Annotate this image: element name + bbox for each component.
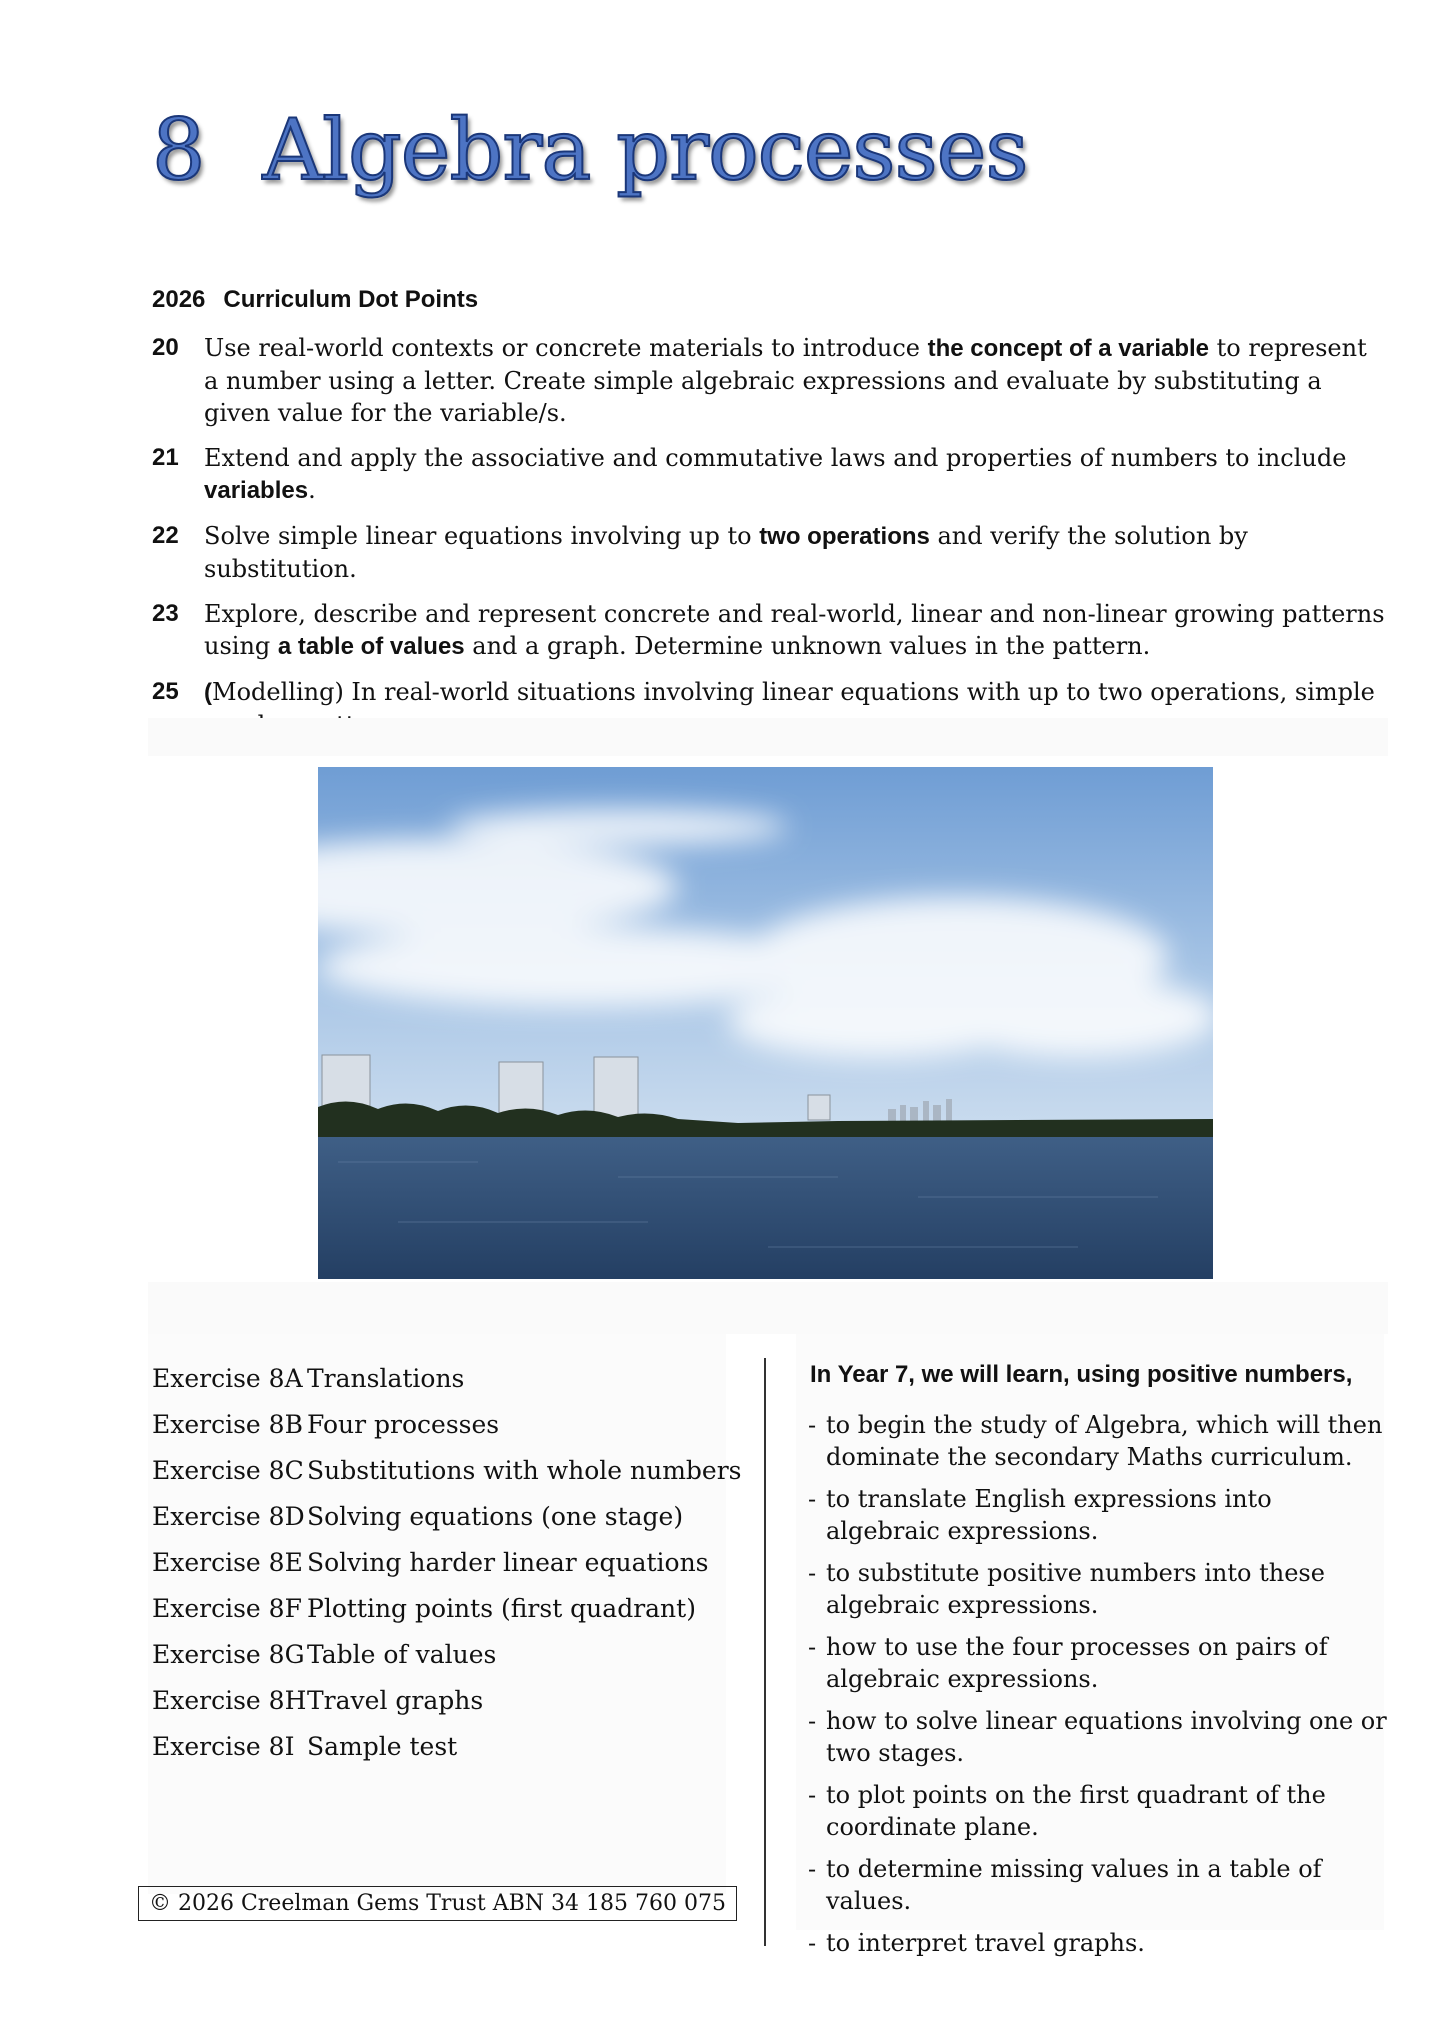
chapter-number: 8: [152, 101, 205, 199]
exercise-topic: Travel graphs: [307, 1686, 484, 1715]
exercise-item: [152, 1402, 742, 1448]
dot-point-text-part: .: [308, 476, 316, 504]
learning-heading: In Year 7, we will learn, using positive numbers,: [810, 1361, 1353, 1388]
exercise-item: [152, 1494, 742, 1540]
exercise-label: Exercise 8A: [152, 1364, 303, 1393]
exercise-topic: Substitutions with whole numbers: [307, 1456, 742, 1485]
exercise-label: Exercise 8H: [152, 1686, 307, 1715]
dot-point-emphasis: (: [204, 679, 212, 706]
exercise-label: Exercise 8C: [152, 1456, 304, 1485]
dot-point-text: [204, 332, 1387, 429]
curriculum-heading-text: Curriculum Dot Points: [223, 286, 479, 313]
copyright-notice: © 2026 Creelman Gems Trust ABN 34 185 760 075: [138, 1886, 737, 1921]
curriculum-dot-points: [152, 332, 1387, 754]
chapter-name: Algebra processes: [262, 101, 1028, 199]
river-skyline-illustration: [318, 767, 1213, 1279]
dot-point-text-part: Extend and apply the associative and commutative laws and properties of numbers to include: [204, 444, 1347, 472]
column-divider: [764, 1358, 766, 1946]
learning-item: - to translate English expressions into algebraic expressions.: [808, 1483, 1388, 1547]
dot-point: [152, 520, 1387, 585]
shaded-band: [148, 1282, 1388, 1334]
dot-point-text-part: Use real-world contexts or concrete materials to introduce: [204, 334, 928, 362]
exercise-topic: Plotting points (first quadrant): [307, 1594, 696, 1623]
learning-item: - to plot points on the first quadrant of the coordinate plane.: [808, 1779, 1388, 1843]
dot-point: [152, 332, 1387, 429]
exercise-list: [152, 1356, 742, 1770]
dot-point-emphasis: variables: [204, 477, 309, 504]
learning-item: - to substitute positive numbers into these algebraic expressions.: [808, 1557, 1388, 1621]
dot-point-number: 25: [152, 678, 179, 705]
dot-point: [152, 598, 1387, 663]
exercise-item: [152, 1724, 742, 1770]
learning-item: - how to solve linear equations involving one or two stages.: [808, 1705, 1388, 1769]
chapter-title: [152, 101, 1028, 199]
exercise-topic: Solving harder linear equations: [307, 1548, 709, 1577]
exercise-topic: Solving equations (one stage): [307, 1502, 684, 1531]
dot-point-number: 22: [152, 522, 179, 549]
dot-point-text: [204, 520, 1387, 585]
dot-point-text: [204, 442, 1387, 507]
exercise-item: [152, 1448, 742, 1494]
learning-item: - to determine missing values in a table of values.: [808, 1853, 1388, 1917]
dot-point-emphasis: the concept of a variable: [927, 335, 1210, 362]
exercise-topic: Four processes: [307, 1410, 500, 1439]
curriculum-year: 2026: [152, 286, 206, 313]
exercise-item: [152, 1632, 742, 1678]
dot-point-emphasis: two operations: [759, 523, 930, 550]
dot-point-text-part: to represent a number using a letter. Create simple algebraic expressions and evaluate by substituting a given value for the variable/s.: [204, 334, 1367, 427]
dot-point-number: 21: [152, 444, 179, 471]
dot-point-text-part: Explore, describe and represent concrete and real-world, linear and non-linear growing patterns using: [204, 600, 1385, 660]
exercise-item: [152, 1356, 742, 1402]
exercise-label: Exercise 8F: [152, 1594, 302, 1623]
exercise-topic: Table of values: [307, 1640, 497, 1669]
shaded-band: [148, 718, 1388, 756]
learning-item: - to begin the study of Algebra, which will then dominate the secondary Maths curriculum.: [808, 1409, 1388, 1473]
exercise-label: Exercise 8D: [152, 1502, 305, 1531]
dot-point: [152, 442, 1387, 507]
dot-point-text-part: Modelling) In real-world situations involving linear equations with up to two operations, simple: [212, 678, 1375, 706]
exercise-topic: Translations: [307, 1364, 465, 1393]
exercise-item: [152, 1586, 742, 1632]
dot-point-emphasis: a table of values: [277, 633, 465, 660]
dot-point-text-part: Solve simple linear equations involving up to: [204, 522, 760, 550]
exercise-label: Exercise 8I: [152, 1732, 295, 1761]
learning-list: [808, 1409, 1388, 1969]
dot-point-text-part: and verify the solution by substitution.: [204, 522, 1248, 583]
exercise-item: [152, 1678, 742, 1724]
exercise-topic: Sample test: [307, 1732, 458, 1761]
curriculum-heading: [152, 286, 478, 314]
exercise-label: Exercise 8G: [152, 1640, 305, 1669]
learning-item: - how to use the four processes on pairs of algebraic expressions.: [808, 1631, 1388, 1695]
exercise-label: Exercise 8B: [152, 1410, 303, 1439]
dot-point-text-part: and a graph. Determine unknown values in the pattern.: [464, 632, 1151, 660]
dot-point-number: 20: [152, 334, 179, 361]
exercise-label: Exercise 8E: [152, 1548, 303, 1577]
dot-point-text: [204, 598, 1387, 663]
exercise-item: [152, 1540, 742, 1586]
dot-point-number: 23: [152, 600, 179, 627]
learning-item: - to interpret travel graphs.: [808, 1927, 1388, 1959]
river-skyline-photo: [318, 767, 1213, 1279]
